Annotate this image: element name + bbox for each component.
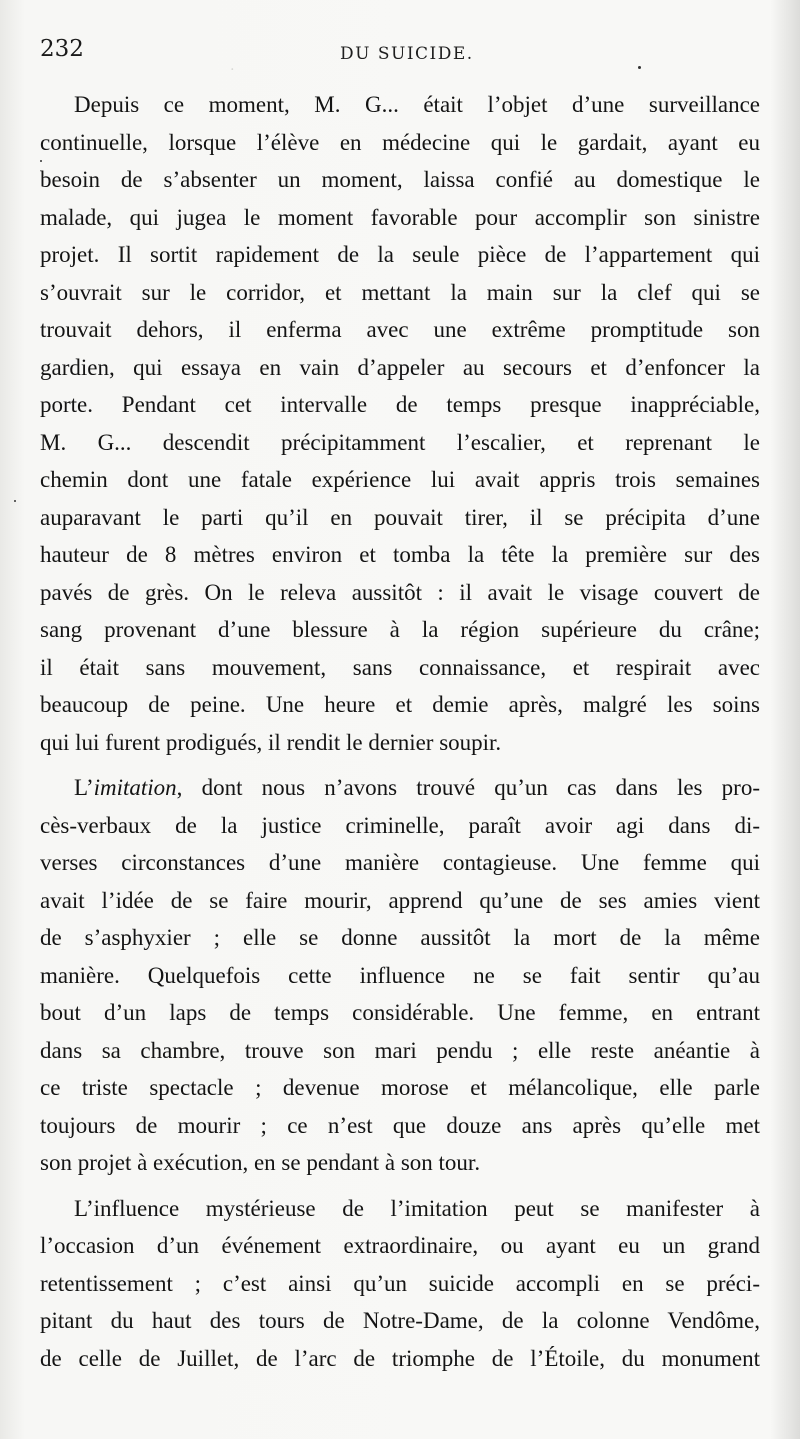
text-line: pitant du haut des tours de Notre-Dame, de la colonne Vendôme, [40,1308,760,1333]
text-line: trouvait dehors, il enferma avec une extrême promptitude son [40,317,760,342]
text-line: de s’asphyxier ; elle se donne aussitôt la mort de la même [40,925,760,950]
text-line: L’imitation, dont nous n’avons trouvé qu’un cas dans les pro- [74,775,760,800]
text-line: ce triste spectacle ; devenue morose et mélancolique, elle parle [40,1075,760,1100]
text-line: manière. Quelquefois cette influence ne se fait sentir qu’au [40,962,760,988]
text-line: M. G... descendit précipitamment l’escalier, et reprenant le [40,429,760,455]
page-header [40,36,760,76]
text-line: porte. Pendant cet intervalle de temps presque inappréciable, [40,392,760,417]
body-text [40,86,760,1377]
paragraph [40,86,760,761]
text-line: verses circonstances d’une manière contagieuse. Une femme qui [40,850,760,875]
text-line: chemin dont une fatale expérience lui avait appris trois semaines [40,467,760,492]
text-line: avait l’idée de se faire mourir, apprend qu’une de ses amies vient [40,887,760,913]
page-number: 232 [40,36,84,62]
text-line: hauteur de 8 mètres environ et tomba la tête la première sur des [40,542,760,567]
text-line: il était sans mouvement, sans connaissance, et respirait avec [40,654,760,680]
text-line: retentissement ; c’est ainsi qu’un suicide accompli en se préci- [40,1270,760,1296]
text-line: Depuis ce moment, M. G... était l’objet d’une surveillance [74,92,760,117]
text-line: qui lui furent prodigués, il rendit le dernier soupir. [40,729,502,755]
text-line: L’influence mystérieuse de l’imitation peut se manifester à [74,1195,760,1221]
text-line: malade, qui jugea le moment favorable pour accomplir son sinistre [40,204,760,230]
text-line: cès-verbaux de la justice criminelle, paraît avoir agi dans di- [40,812,760,838]
print-speck [14,500,16,502]
text-line: gardien, qui essaya en vain d’appeler au secours et d’enfoncer la [40,354,760,380]
text-line: beaucoup de peine. Une heure et demie après, malgré les soins [40,692,760,717]
text-line: projet. Il sortit rapidement de la seule pièce de l’appartement qui [40,242,760,267]
paragraph [40,1190,760,1378]
print-speck [40,160,42,162]
text-line: pavés de grès. On le releva aussitôt : il avait le visage couvert de [40,579,760,605]
text-line: dans sa chambre, trouve son mari pendu ; elle reste anéantie à [40,1037,760,1063]
text-line: son projet à exécution, en se pendant à son tour. [40,1150,481,1175]
print-speck [638,66,641,69]
paragraph [40,769,760,1182]
text-line: s’ouvrait sur le corridor, et mettant la main sur la clef qui se [40,279,760,305]
text-line: auparavant le parti qu’il en pouvait tirer, il se précipita d’une [40,504,760,530]
bleed-through: · [230,62,235,78]
text-line: bout d’un laps de temps considérable. Une femme, en entrant [40,1000,760,1025]
text-line: toujours de mourir ; ce n’est que douze ans après qu’elle met [40,1112,760,1138]
text-line: sang provenant d’une blessure à la région supérieure du crâne; [40,617,760,642]
text-line: besoin de s’absenter un moment, laissa confié au domestique le [40,167,760,192]
text-line: de celle de Juillet, de l’arc de triomphe de l’Étoile, du monument [40,1345,760,1371]
paragraph-gap [40,1182,760,1190]
running-head: DU SUICIDE. [340,44,474,64]
paragraph-gap [40,761,760,769]
text-line: continuelle, lorsque l’élève en médecine qui le gardait, ayant eu [40,129,760,155]
text-line: l’occasion d’un événement extraordinaire, ou ayant eu un grand [40,1233,760,1258]
